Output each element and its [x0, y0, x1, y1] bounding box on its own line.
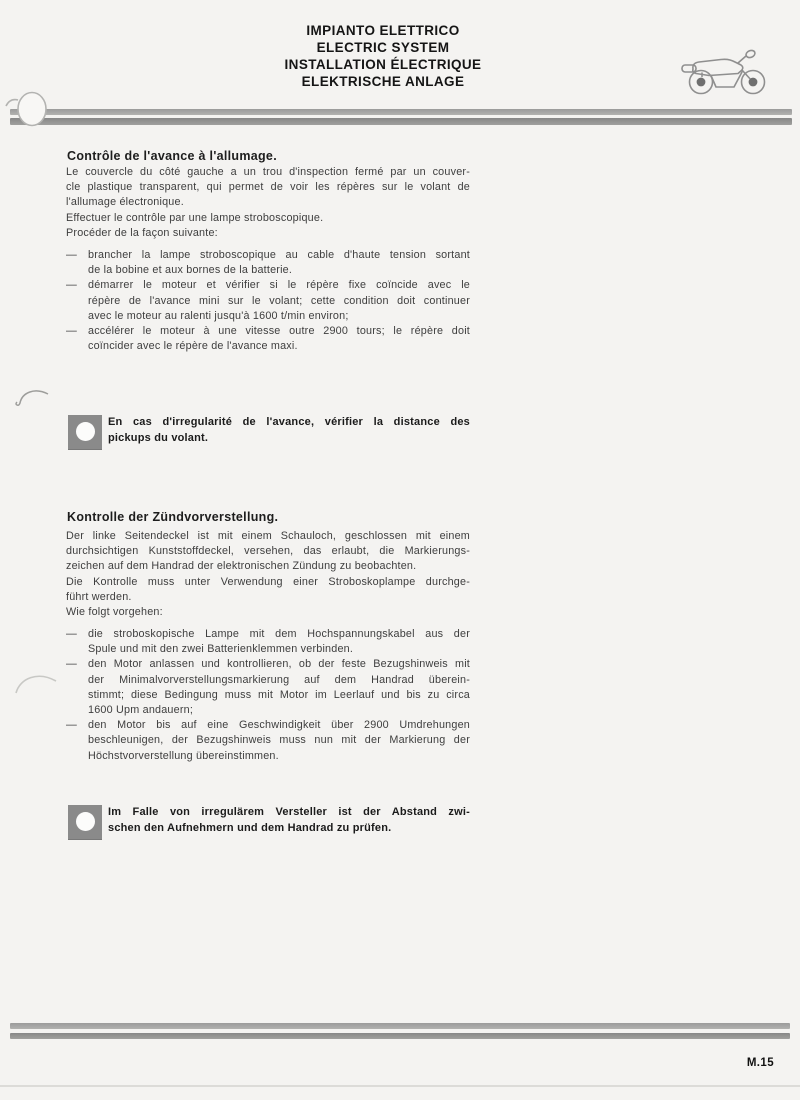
- text-line: Spule und mit den zwei Batterienklemmen verbinden.: [88, 643, 354, 656]
- text-line: den Motor bis auf eine Geschwindigkeit über 2900 Umdrehungen: [88, 719, 470, 732]
- text-line: de la bobine et aux bornes de la batterie.: [88, 264, 293, 277]
- text-line: die stroboskopische Lampe mit dem Hochspannungskabel aus der: [88, 628, 470, 640]
- text-line: Die Kontrolle muss unter Verwendung einer Stroboskoplampe durchge-: [66, 575, 470, 588]
- text-line: En cas d'irregularité de l'avance, vérifier la distance des: [108, 416, 470, 428]
- page-title: [183, 22, 583, 90]
- text-line: démarrer le moteur et vérifier si le répère fixe coïncide avec le: [88, 279, 470, 292]
- bullet-dash: —: [66, 279, 77, 292]
- bullet-dash: —: [66, 628, 77, 640]
- top-rule-light: [10, 109, 792, 115]
- note-text: [108, 805, 470, 836]
- bottom-rule-light: [10, 1023, 790, 1029]
- text-line: Effectuer le contrôle par une lampe stroboscopique.: [66, 211, 324, 224]
- german-paragraphs: [66, 529, 470, 620]
- french-bullet-list: [66, 248, 470, 354]
- text-line: der Minimalvorverstellungsmarkierung auf dem Handrad überein-: [88, 673, 470, 686]
- text-line: schen den Aufnehmern und dem Handrad zu prüfen.: [108, 821, 392, 834]
- note-marker-icon: [68, 415, 102, 449]
- text-line: Im Falle von irregulärem Versteller ist der Abstand zwi-: [108, 806, 470, 818]
- list-item: [66, 627, 470, 657]
- title-french: INSTALLATION ÉLECTRIQUE: [284, 57, 482, 72]
- note-text: [108, 415, 470, 446]
- list-item: [66, 324, 470, 354]
- text-line: coïncider avec le répère de l'avance maxi.: [88, 340, 298, 353]
- text-line: Wie folgt vorgehen:: [66, 606, 163, 619]
- text-line: führt werden.: [66, 590, 132, 603]
- bottom-rule-dark: [10, 1033, 790, 1039]
- section-heading-french: Contrôle de l'avance à l'allumage.: [67, 149, 277, 163]
- text-line: stimmt; diese Bedingung muss mit Motor im Leerlauf und bis zu circa: [88, 688, 470, 701]
- text-line: zeichen auf dem Handrad der elektronischen Zündung zu beobachten.: [66, 560, 417, 573]
- title-german: ELEKTRISCHE ANLAGE: [301, 74, 465, 89]
- page-number: M.15: [746, 1057, 774, 1069]
- bullet-dash: —: [66, 719, 77, 732]
- text-line: Höchstvorverstellung übereinstimmen.: [88, 749, 279, 762]
- note-marker-icon: [68, 805, 102, 839]
- scan-edge-line: [0, 1085, 800, 1087]
- bullet-dash: —: [66, 249, 77, 261]
- text-line: accélérer le moteur à une vitesse outre 2900 tours; le répère doit: [88, 325, 470, 338]
- top-rule-dark: [10, 118, 792, 125]
- bullet-dash: —: [66, 658, 77, 671]
- list-item: [66, 657, 470, 718]
- bullet-dash: —: [66, 325, 77, 338]
- text-line: Der linke Seitendeckel ist mit einem Schauloch, geschlossen mit einem: [66, 530, 470, 542]
- text-line: 1600 Upm andauern;: [88, 704, 194, 717]
- page-curl-artifact: [10, 663, 62, 699]
- title-english: ELECTRIC SYSTEM: [316, 40, 450, 55]
- section-heading-german: Kontrolle der Zündvorverstellung.: [67, 510, 279, 524]
- list-item: [66, 718, 470, 764]
- text-line: Procéder de la façon suivante:: [66, 226, 218, 239]
- text-line: pickups du volant.: [108, 431, 209, 444]
- text-line: l'allumage électronique.: [66, 196, 184, 209]
- french-paragraphs: [66, 165, 470, 241]
- text-line: den Motor anlassen und kontrollieren, ob der feste Bezugshinweis mit: [88, 658, 470, 671]
- text-line: répère de l'avance mini sur le volant; cette condition doit continuer: [88, 294, 470, 307]
- title-italian: IMPIANTO ELETTRICO: [306, 23, 460, 38]
- page-curl-artifact: [8, 380, 56, 408]
- motorcycle-icon: [680, 46, 774, 98]
- text-line: beschleunigen, der Bezugshinweis muss nun mit der Markierung der: [88, 734, 470, 747]
- text-line: Le couvercle du côté gauche a un trou d'inspection fermé par un couver-: [66, 166, 470, 178]
- text-line: durchsichtigen Kunststoffdeckel, versehen, das erlaubt, die Markierungs-: [66, 545, 470, 558]
- list-item: [66, 248, 470, 278]
- text-line: brancher la lampe stroboscopique au cable d'haute tension sortant: [88, 249, 470, 261]
- text-line: avec le moteur au ralenti jusqu'à 1600 t/min environ;: [88, 309, 349, 322]
- list-item: [66, 278, 470, 324]
- page-curl-artifact: [2, 86, 58, 134]
- text-line: cle plastique transparent, qui permet de voir les répères sur le volant de: [66, 181, 470, 194]
- german-bullet-list: [66, 627, 470, 764]
